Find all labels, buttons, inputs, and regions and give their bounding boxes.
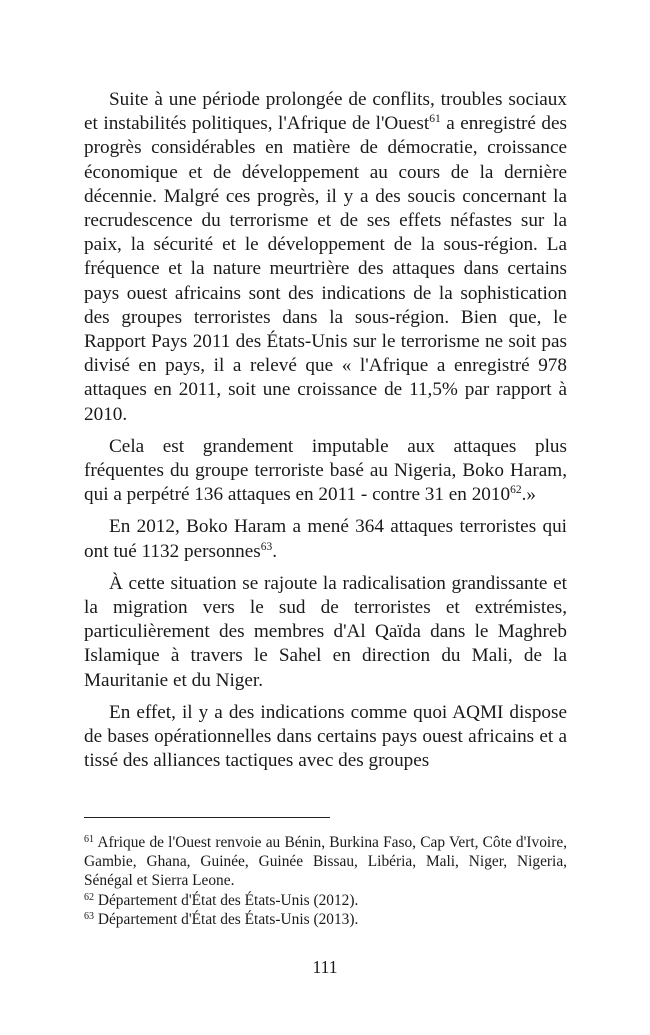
footnote-ref-62[interactable]: 62 xyxy=(510,484,522,497)
footnote-separator xyxy=(84,817,330,818)
paragraph-2 xyxy=(84,435,567,508)
paragraph-3 xyxy=(84,515,567,563)
paragraph-5 xyxy=(84,701,567,774)
footnote-number-62: 62 xyxy=(84,891,94,903)
footnote-ref-61[interactable]: 61 xyxy=(429,113,441,126)
paragraph-4-text: À cette situation se rajoute la radicalisation grandissante et la migration vers le sud de terroristes et extrémistes, particulièrement des membres d'Al Qaïda dans le Maghreb Islamique à travers le Sahel en direction du Mali, de la Mauritanie et du Niger. xyxy=(84,572,567,691)
footnote-number-61: 61 xyxy=(84,834,94,845)
paragraph-4 xyxy=(84,572,567,693)
paragraph-5-text: En effet, il y a des indications comme quoi AQMI dispose de bases opérationnelles dans certains pays ouest africains et a tissé des alliances tactiques avec des groupes xyxy=(84,701,567,772)
paragraph-3-text-after: . xyxy=(272,540,278,562)
page-number: 111 xyxy=(312,957,338,977)
footnote-63 xyxy=(84,910,567,929)
page-body xyxy=(84,88,567,781)
paragraph-2-text-after: .» xyxy=(521,484,536,506)
footnote-number-63: 63 xyxy=(84,910,94,922)
footnote-text-62: Département d'État des États-Unis (2012). xyxy=(94,891,359,909)
paragraph-2-text-before: Cela est grandement imputable aux attaques plus fréquentes du groupe terroriste basé au Nigeria, Boko Haram, qui a perpétré 136 attaques en 2011 - contre 31 en 2010 xyxy=(84,435,567,506)
footnote-ref-63[interactable]: 63 xyxy=(260,540,273,553)
paragraph-1-text-before: Suite à une période prolongée de conflits, troubles sociaux et instabilités politiques, l'Afrique de l'Ouest xyxy=(84,89,567,135)
paragraph-1 xyxy=(84,88,567,427)
footnotes xyxy=(84,833,567,929)
paragraph-1-text-after: a enregistré des progrès considérables en matière de démocratie, croissance économique et de développement au cours de la dernière décennie. Malgré ces progrès, il y a des soucis concernant la recrudescence du terrorisme et de ses effets néfastes sur la paix, la sécurité et le développement de la sous-région. La fréquence et la nature meurtrière des attaques dans certains pays ouest africains sont des indications de la sophistication des groupes terroristes dans la sous-région. Bien que, le Rapport Pays 2011 des États-Unis sur le terrorisme ne soit pas divisé en pays, il a relevé que « l'Afrique a enregistré 978 attaques en 2011, soit une croissance de 11,5% par rapport à 2010. xyxy=(84,113,567,425)
footnote-61 xyxy=(84,833,567,891)
footnote-text-63: Département d'État des États-Unis (2013). xyxy=(94,910,359,928)
paragraph-3-text-before: En 2012, Boko Haram a mené 364 attaques terroristes qui ont tué 1132 personnes xyxy=(84,516,567,562)
footnote-text-61: Afrique de l'Ouest renvoie au Bénin, Burkina Faso, Cap Vert, Côte d'Ivoire, Gambie, Ghana, Guinée, Guinée Bissau, Libéria, Mali, Niger, Nigeria, Sénégal et Sierra Leone. xyxy=(84,834,567,890)
footnote-62 xyxy=(84,891,567,910)
